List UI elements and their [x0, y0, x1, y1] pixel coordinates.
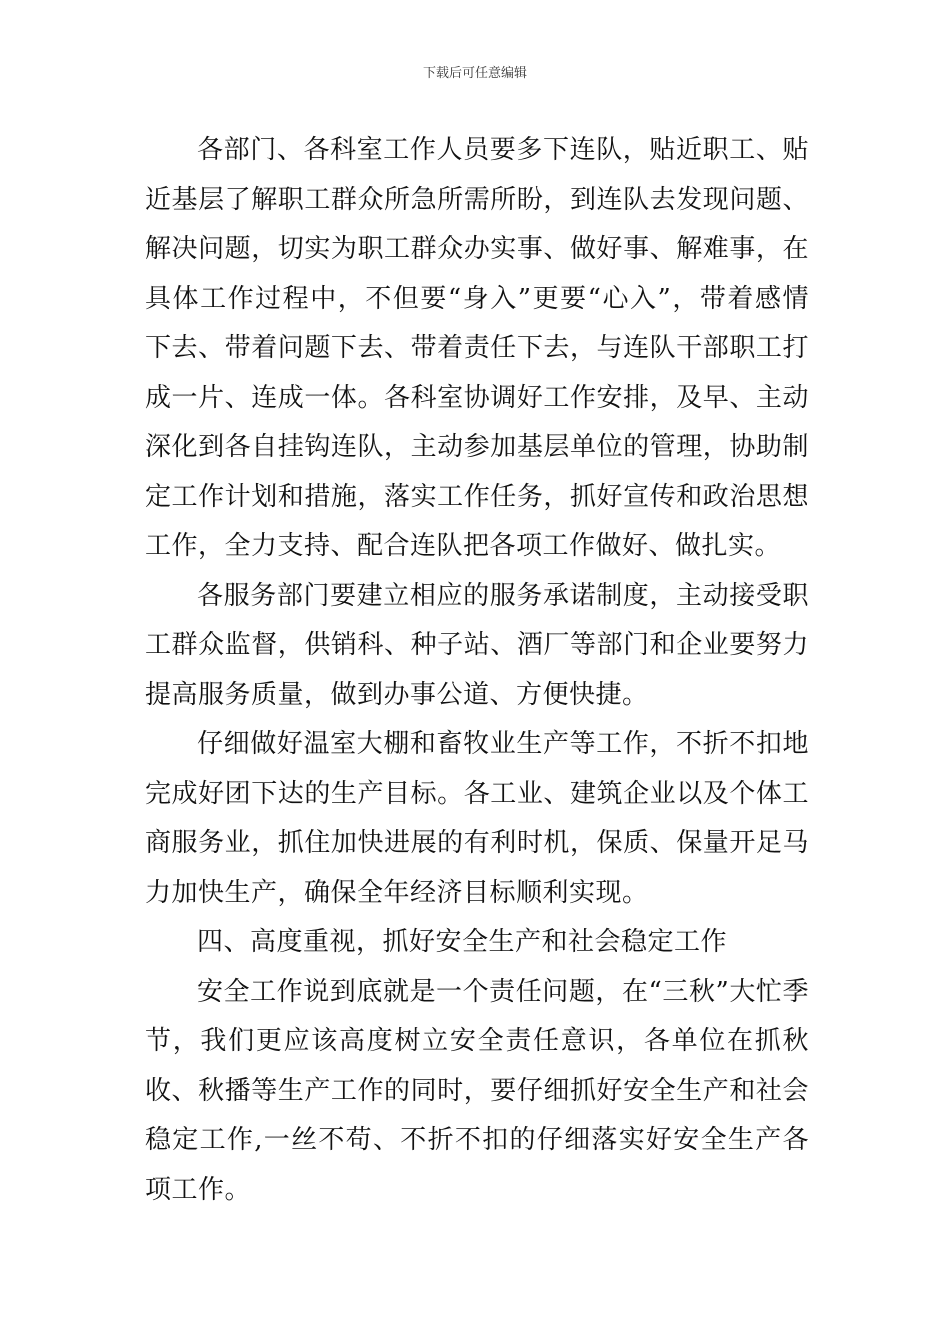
document-body: [145, 126, 809, 1215]
paragraph-production-targets: 仔细做好温室大棚和畜牧业生产等工作，不折不扣地完成好团下达的生产目标。各工业、建筑企业以及个体工商服务业，抓住加快进展的有利时机，保质、保量开足马力加快生产，确保全年经济目标顺利实现。: [145, 729, 809, 908]
section-heading-safety: 四、高度重视，抓好安全生产和社会稳定工作: [197, 927, 728, 957]
paragraph-departments-liaison: 各部门、各科室工作人员要多下连队，贴近职工、贴近基层了解职工群众所急所需所盼，到连队去发现问题、解决问题，切实为职工群众办实事、做好事、解难事，在具体工作过程中，不但要“身入”更要“心入”，带着感情下去、带着问题下去、带着责任下去，与连队干部职工打成一片、连成一体。各科室协调好工作安排，及早、主动深化到各自挂钩连队，主动参加基层单位的管理，协助制定工作计划和措施，落实工作任务，抓好宣传和政治思想工作，全力支持、配合连队把各项工作做好、做扎实。: [145, 135, 809, 561]
paragraph-safety-responsibility: 安全工作说到底就是一个责任问题，在“三秋”大忙季节，我们更应该高度树立安全责任意识，各单位在抓秋收、秋播等生产工作的同时，要仔细抓好安全生产和社会稳定工作,一丝不苟、不折不扣的仔细落实好安全生产各项工作。: [145, 976, 809, 1205]
paragraph-service-commitment: 各服务部门要建立相应的服务承诺制度，主动接受职工群众监督，供销科、种子站、酒厂等部门和企业要努力提高服务质量，做到办事公道、方便快捷。: [145, 580, 809, 710]
page-header: 下载后可任意编辑: [422, 66, 527, 81]
